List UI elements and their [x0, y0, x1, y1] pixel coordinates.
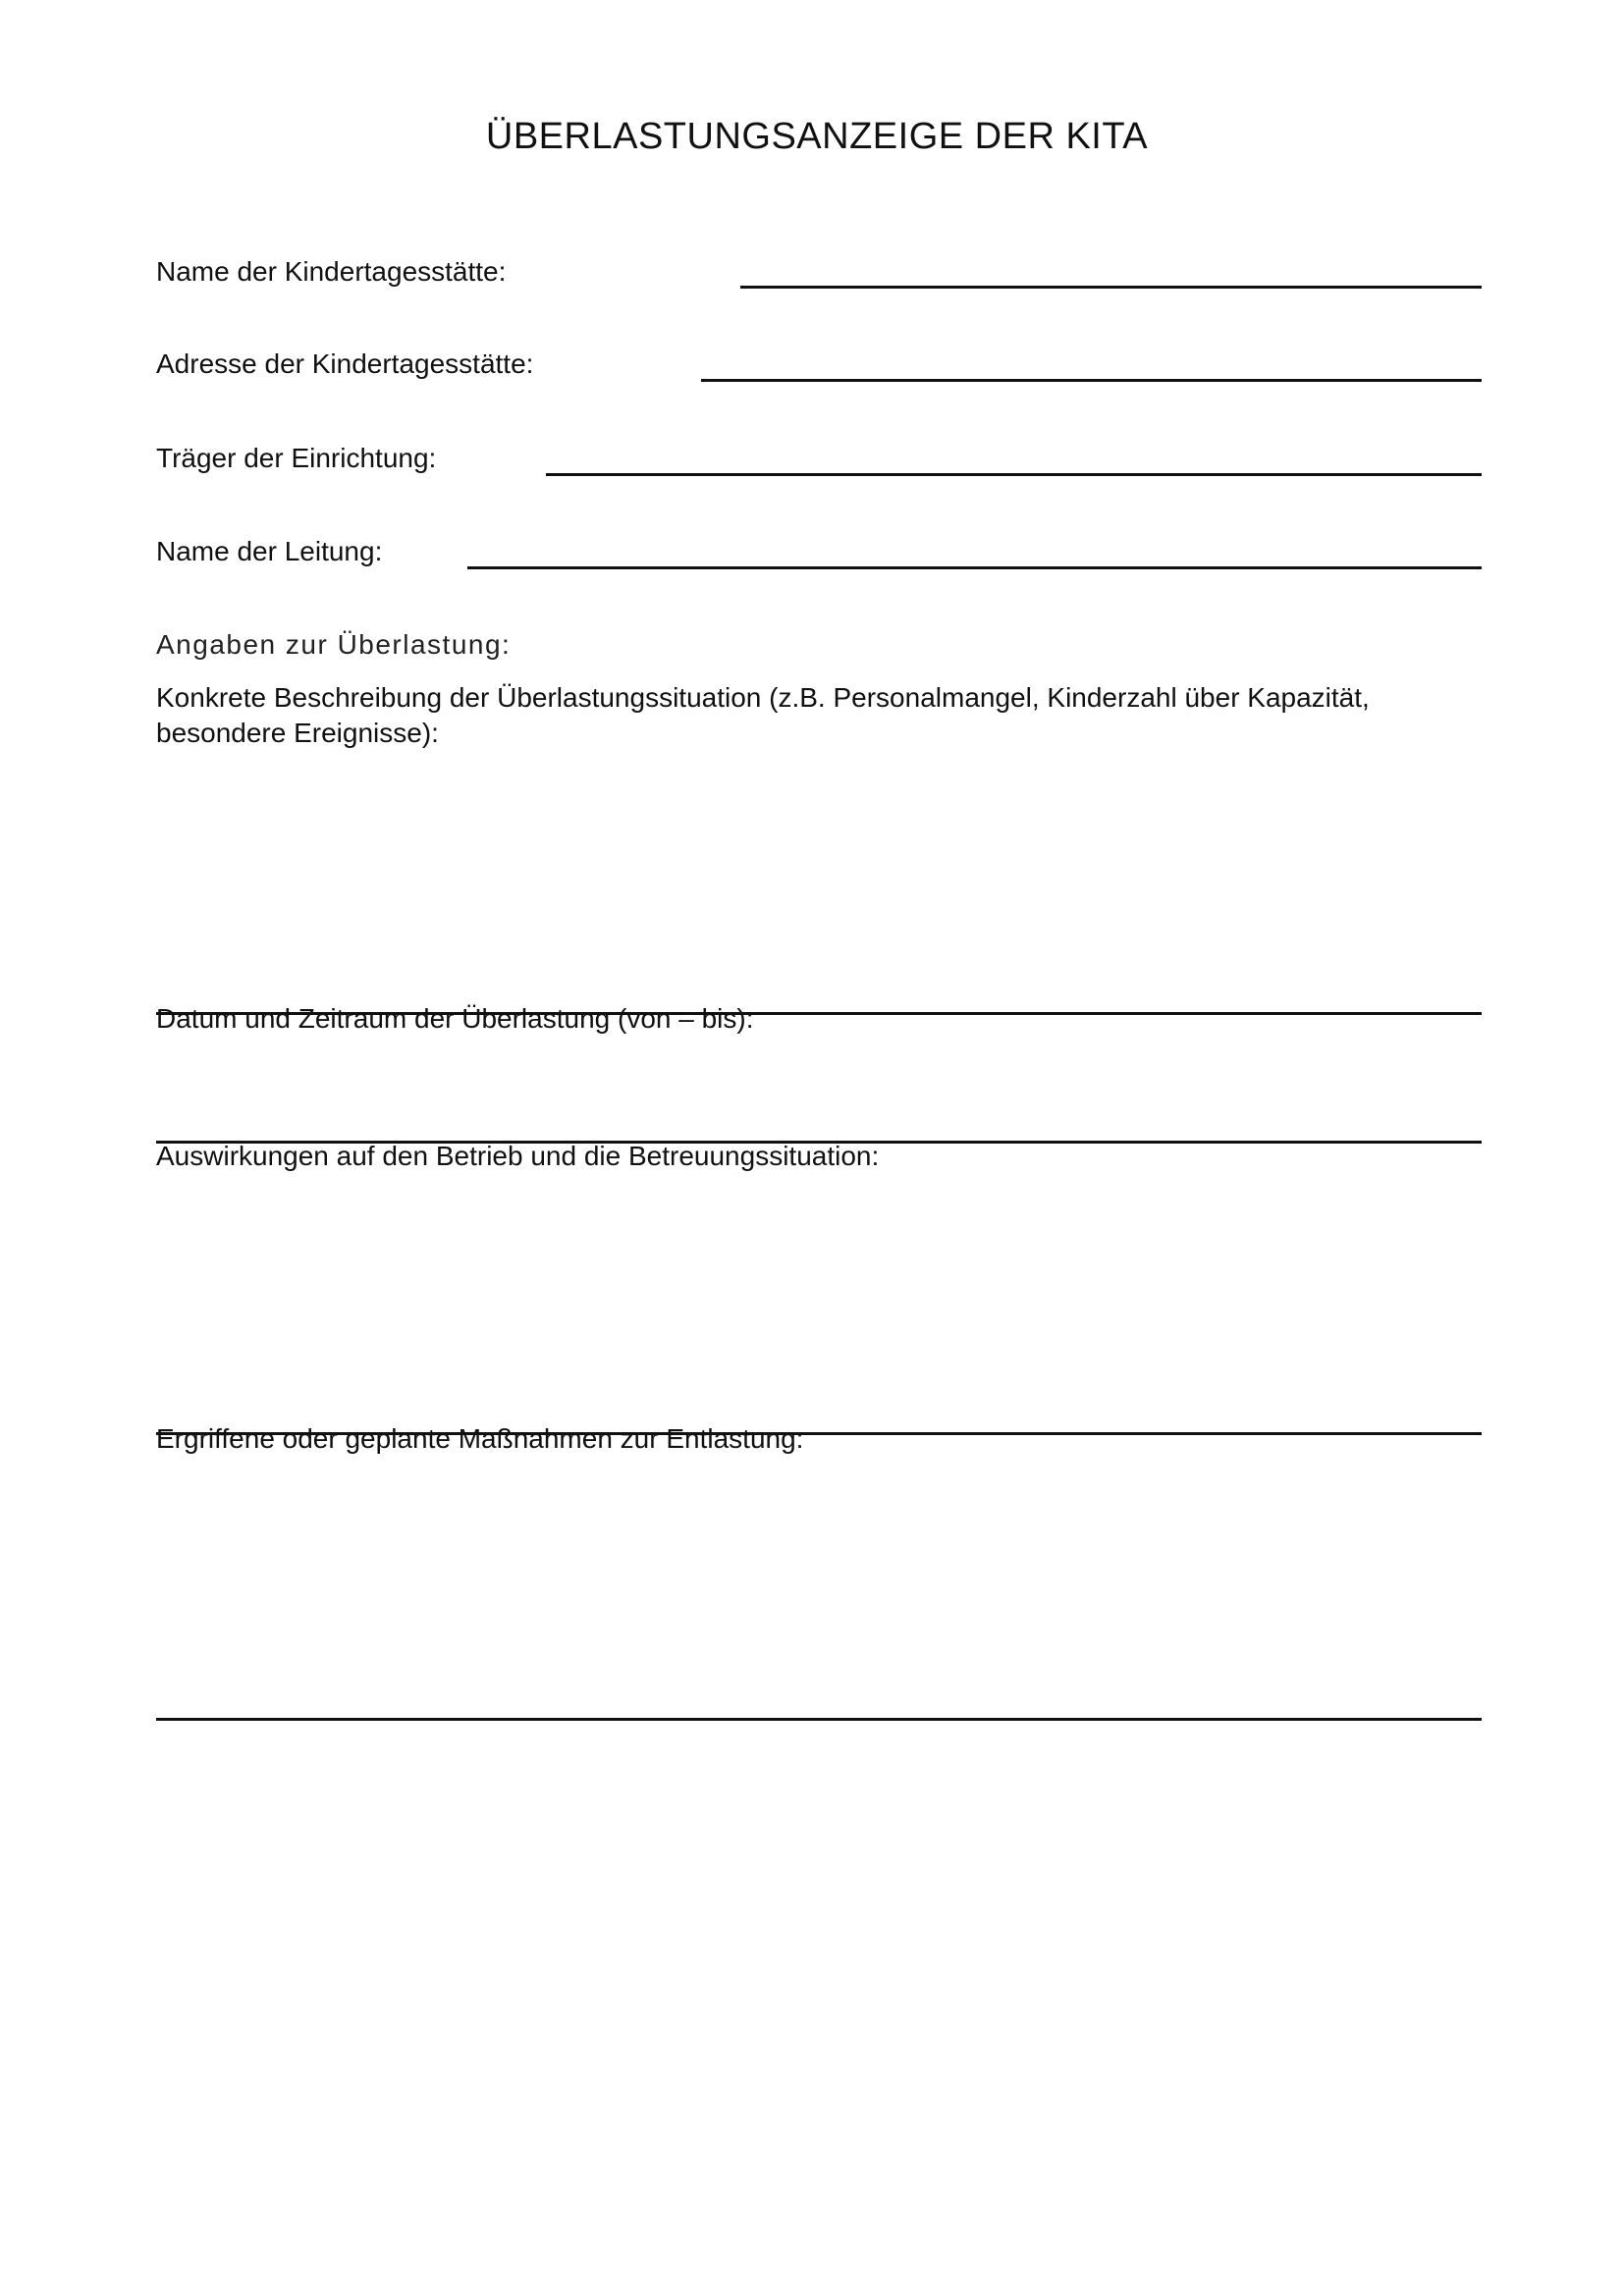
description-prompt-line2: besondere Ereignisse): — [156, 718, 439, 748]
page-title: ÜBERLASTUNGSANZEIGE DER KITA — [485, 116, 1149, 157]
prompt-auswirkungen: Auswirkungen auf den Betrieb und die Betreuungssituation: — [156, 1141, 880, 1171]
input-line-kita-name[interactable] — [740, 286, 1482, 289]
field-label-leitung: Name der Leitung: — [156, 536, 383, 566]
field-label-traeger: Träger der Einrichtung: — [156, 443, 437, 473]
field-label-kita-name: Name der Kindertagesstätte: — [156, 256, 507, 287]
prompt-massnahmen: Ergriffene oder geplante Maßnahmen zur Entlastung: — [156, 1423, 804, 1454]
field-label-kita-address: Adresse der Kindertagesstätte: — [156, 348, 534, 379]
input-line-leitung[interactable] — [467, 566, 1482, 569]
section-heading-ueberlastung: Angaben zur Überlastung: — [156, 629, 512, 660]
input-line-traeger[interactable] — [546, 473, 1482, 476]
input-line-kita-address[interactable] — [701, 379, 1482, 382]
description-prompt — [156, 680, 1482, 751]
prompt-zeitraum: Datum und Zeitraum der Überlastung (von – bis): — [156, 1003, 754, 1034]
answer-line-massnahmen[interactable] — [156, 1718, 1482, 1721]
description-prompt-line1: Konkrete Beschreibung der Überlastungssituation (z.B. Personalmangel, Kinderzahl über Kapazität, — [156, 682, 1370, 713]
